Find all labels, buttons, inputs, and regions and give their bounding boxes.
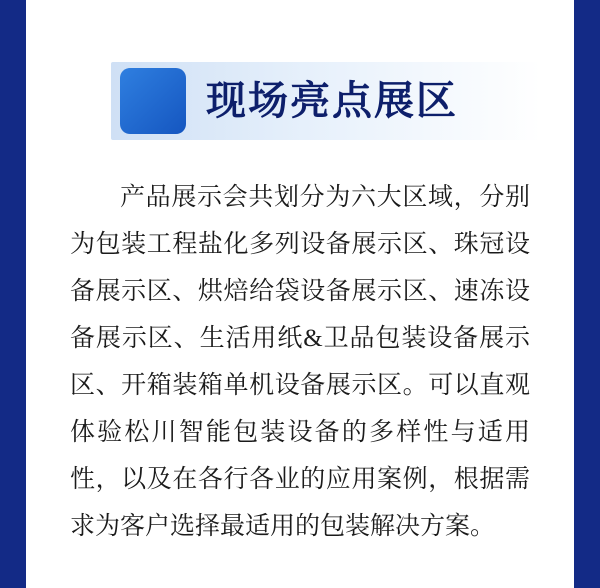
heading-square-icon bbox=[120, 68, 186, 134]
section-heading bbox=[26, 56, 574, 146]
content-area bbox=[26, 0, 574, 588]
right-rail-decoration bbox=[574, 0, 600, 588]
left-rail-decoration bbox=[0, 0, 26, 588]
body-paragraph: 产品展示会共划分为六大区域，分别为包装工程盐化多列设备展示区、珠冠设备展示区、烘焙给袋设备展示区、速冻设备展示区、生活用纸&卫品包装设备展示区、开箱装箱单机设备展示区。可以直观体验松川智能包装设备的多样性与适用性，以及在各行各业的应用案例，根据需求为客户选择最适用的包装解决方案。 bbox=[70, 184, 530, 540]
page-title: 现场亮点展区 bbox=[206, 79, 458, 123]
